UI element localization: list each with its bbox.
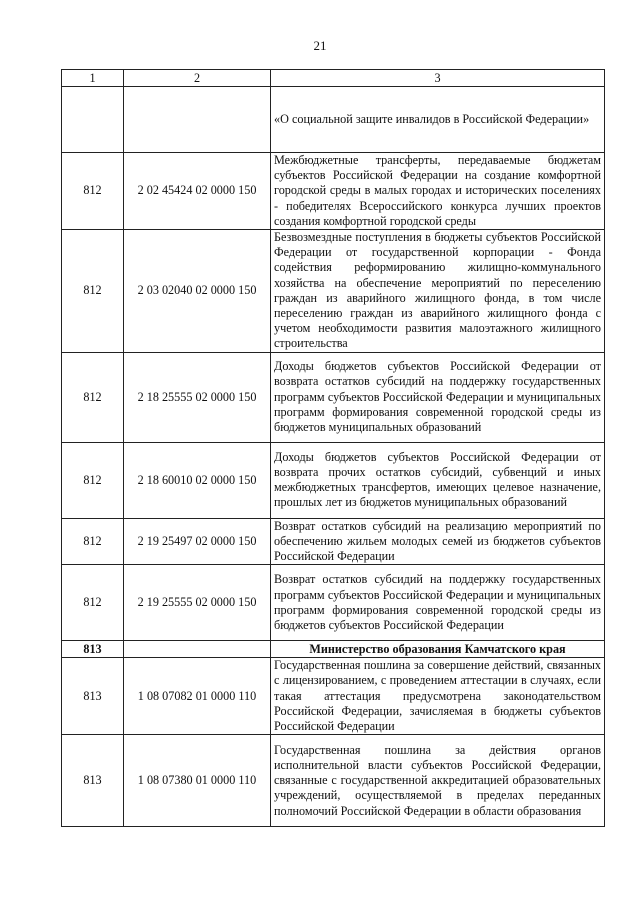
revenue-code-cell: 2 03 02040 02 0000 150 <box>124 230 271 353</box>
table-row <box>62 442 605 518</box>
admin-code-cell: 812 <box>62 352 124 442</box>
table-row <box>62 352 605 442</box>
section-title-cell: Министерство образования Камчатского края <box>271 641 605 658</box>
admin-code-cell: 813 <box>62 641 124 658</box>
description-cell: Межбюджетные трансферты, передаваемые бюджетам субъектов Российской Федерации на создание комфортной городской среды в малых городах и исторических поселениях - победителях Всероссийского конкурса лучших проектов создания комфортной городской среды <box>271 153 605 230</box>
revenue-code-cell: 1 08 07380 01 0000 110 <box>124 735 271 827</box>
description-cell: Государственная пошлина за совершение действий, связанных с лицензированием, с проведением аттестации в случаях, если такая аттестация предусмотрена законодательством Российской Федерации, зачисляемая в бюджеты субъектов Российской Федерации <box>271 658 605 735</box>
admin-code-cell: 812 <box>62 518 124 565</box>
revenue-code-cell <box>124 641 271 658</box>
table-row <box>62 518 605 565</box>
description-cell: Возврат остатков субсидий на поддержку государственных программ субъектов Российской Федерации и муниципальных программ формирования современной городской среды из бюджетов субъектов Российской Федерации <box>271 565 605 641</box>
table-row <box>62 87 605 153</box>
admin-code-cell: 813 <box>62 735 124 827</box>
description-cell: Безвозмездные поступления в бюджеты субъектов Российской Федерации от государственной корпорации - Фонда содействия реформированию жилищно-коммунального хозяйства на обеспечение мероприятий по переселению граждан из аварийного жилищного фонда, в том числе переселению граждан из аварийного жилищного фонда с учетом необходимости развития малоэтажного жилищного строительства <box>271 230 605 353</box>
table-row <box>62 735 605 827</box>
admin-code-cell: 812 <box>62 442 124 518</box>
description-cell: «О социальной защите инвалидов в Российской Федерации» <box>271 87 605 153</box>
table-row <box>62 230 605 353</box>
admin-code-cell: 812 <box>62 565 124 641</box>
header-col-1: 1 <box>62 70 124 87</box>
header-col-3: 3 <box>271 70 605 87</box>
revenue-code-cell: 2 18 60010 02 0000 150 <box>124 442 271 518</box>
table-row <box>62 565 605 641</box>
revenue-code-cell <box>124 87 271 153</box>
table-row <box>62 658 605 735</box>
revenue-code-cell: 2 19 25555 02 0000 150 <box>124 565 271 641</box>
description-cell: Государственная пошлина за действия органов исполнительной власти субъектов Российской Федерации, связанные с государственной аккредитацией образовательных учреждений, осуществляемой в пределах переданных полномочий Российской Федерации в области образования <box>271 735 605 827</box>
admin-code-cell: 812 <box>62 153 124 230</box>
header-col-2: 2 <box>124 70 271 87</box>
admin-code-cell <box>62 87 124 153</box>
table-header-row <box>62 70 605 87</box>
revenue-code-cell: 2 18 25555 02 0000 150 <box>124 352 271 442</box>
revenue-code-cell: 2 19 25497 02 0000 150 <box>124 518 271 565</box>
page-number: 21 <box>313 38 327 53</box>
revenue-code-cell: 2 02 45424 02 0000 150 <box>124 153 271 230</box>
revenue-code-cell: 1 08 07082 01 0000 110 <box>124 658 271 735</box>
admin-code-cell: 813 <box>62 658 124 735</box>
admin-code-cell: 812 <box>62 230 124 353</box>
description-cell: Доходы бюджетов субъектов Российской Федерации от возврата прочих остатков субсидий, субвенций и иных межбюджетных трансфертов, имеющих целевое назначение, прошлых лет из бюджетов муниципальных образований <box>271 442 605 518</box>
description-cell: Возврат остатков субсидий на реализацию мероприятий по обеспечению жильем молодых семей из бюджетов субъектов Российской Федерации <box>271 518 605 565</box>
revenue-codes-table <box>61 69 605 827</box>
table-row <box>62 153 605 230</box>
section-row <box>62 641 605 658</box>
description-cell: Доходы бюджетов субъектов Российской Федерации от возврата остатков субсидий на поддержку государственных программ субъектов Российской Федерации и муниципальных программ формирования современной городской среды из бюджетов муниципальных образований <box>271 352 605 442</box>
